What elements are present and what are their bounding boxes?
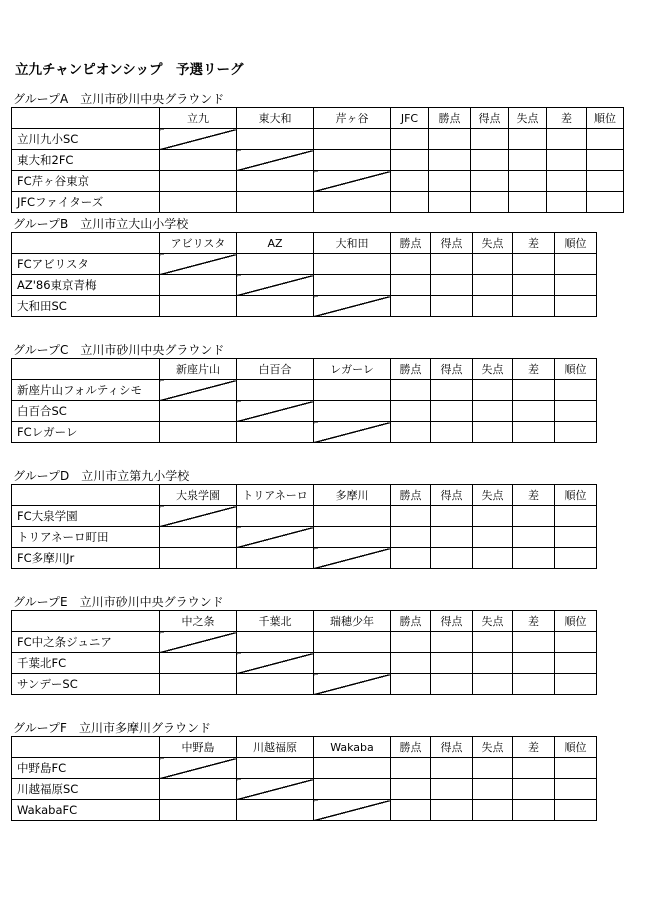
self-match-cell <box>314 674 391 695</box>
table-header-row <box>12 485 597 506</box>
table-row <box>12 527 597 548</box>
team-name: FC中之条ジュニア <box>12 632 160 653</box>
team-name: 新座片山フォルティシモ <box>12 380 160 401</box>
team-name: 千葉北FC <box>12 653 160 674</box>
points-header: 勝点 <box>391 737 431 758</box>
table-row <box>12 380 597 401</box>
group-b-label: グループB 立川市立大山小学校 <box>13 217 189 231</box>
opponent-header: 白百合 <box>237 359 314 380</box>
team-name: 立川九小SC <box>12 129 160 150</box>
self-match-cell <box>160 380 237 401</box>
table-row <box>12 129 624 150</box>
team-name: AZ'86東京青梅 <box>12 275 160 296</box>
goal-diff-header: 差 <box>513 485 555 506</box>
self-match-cell <box>314 171 391 192</box>
points-header: 勝点 <box>391 485 431 506</box>
group-e-label: グループE 立川市砂川中央グラウンド <box>13 595 224 609</box>
table-header-row <box>12 108 624 129</box>
opponent-header: トリアネーロ <box>237 485 314 506</box>
team-name: FC大泉学園 <box>12 506 160 527</box>
table-row <box>12 506 597 527</box>
self-match-cell <box>314 800 391 821</box>
team-name: WakabaFC <box>12 800 160 821</box>
goals-against-header: 失点 <box>473 611 513 632</box>
team-name: 白百合SC <box>12 401 160 422</box>
table-row <box>12 779 597 800</box>
goals-for-header: 得点 <box>431 233 473 254</box>
team-name: 中野島FC <box>12 758 160 779</box>
goal-diff-header: 差 <box>513 359 555 380</box>
group-a-label: グループA 立川市砂川中央グラウンド <box>13 92 225 106</box>
points-header: 勝点 <box>391 359 431 380</box>
goals-against-header: 失点 <box>473 233 513 254</box>
rank-header: 順位 <box>587 108 624 129</box>
table-row <box>12 296 597 317</box>
team-name: FCアビリスタ <box>12 254 160 275</box>
opponent-header: 多摩川 <box>314 485 391 506</box>
self-match-cell <box>237 150 314 171</box>
table-row <box>12 632 597 653</box>
team-name: FC芹ヶ谷東京 <box>12 171 160 192</box>
table-header-row <box>12 611 597 632</box>
goals-for-header: 得点 <box>431 359 473 380</box>
goal-diff-header: 差 <box>547 108 587 129</box>
goals-against-header: 失点 <box>473 485 513 506</box>
opponent-header: レガーレ <box>314 359 391 380</box>
table-row <box>12 192 624 213</box>
group-f-table <box>11 736 597 821</box>
team-name: FCレガーレ <box>12 422 160 443</box>
goals-for-header: 得点 <box>431 611 473 632</box>
group-d-label: グループD 立川市立第九小学校 <box>13 469 190 483</box>
rank-header: 順位 <box>555 359 597 380</box>
table-row <box>12 275 597 296</box>
group-a-table <box>11 107 624 213</box>
page-title: 立九チャンピオンシップ 予選リーグ <box>15 62 244 78</box>
goal-diff-header: 差 <box>513 233 555 254</box>
goals-for-header: 得点 <box>431 737 473 758</box>
team-name: JFCファイターズ <box>12 192 160 213</box>
goal-diff-header: 差 <box>513 737 555 758</box>
opponent-header: 千葉北 <box>237 611 314 632</box>
opponent-header: 中之条 <box>160 611 237 632</box>
self-match-cell <box>314 548 391 569</box>
points-header: 勝点 <box>429 108 471 129</box>
points-header: 勝点 <box>391 233 431 254</box>
group-f-label: グループF 立川市多摩川グラウンド <box>13 721 211 735</box>
self-match-cell <box>237 653 314 674</box>
self-match-cell <box>160 129 237 150</box>
goals-against-header: 失点 <box>473 359 513 380</box>
goal-diff-header: 差 <box>513 611 555 632</box>
table-header-row <box>12 737 597 758</box>
table-row <box>12 422 597 443</box>
self-match-cell <box>314 422 391 443</box>
opponent-header: Wakaba <box>314 737 391 758</box>
table-row <box>12 653 597 674</box>
table-row <box>12 800 597 821</box>
opponent-header: 芹ヶ谷 <box>314 108 391 129</box>
team-name: 川越福原SC <box>12 779 160 800</box>
team-name: トリアネーロ町田 <box>12 527 160 548</box>
self-match-cell <box>160 758 237 779</box>
group-b-table <box>11 232 597 317</box>
opponent-header: 大和田 <box>314 233 391 254</box>
rank-header: 順位 <box>555 485 597 506</box>
goals-against-header: 失点 <box>509 108 547 129</box>
rank-header: 順位 <box>555 611 597 632</box>
opponent-header: 新座片山 <box>160 359 237 380</box>
table-row <box>12 674 597 695</box>
opponent-header: 川越福原 <box>237 737 314 758</box>
table-header-row <box>12 359 597 380</box>
self-match-cell <box>237 275 314 296</box>
opponent-header: 東大和 <box>237 108 314 129</box>
table-row <box>12 548 597 569</box>
team-name: サンデーSC <box>12 674 160 695</box>
rank-header: 順位 <box>555 737 597 758</box>
goals-against-header: 失点 <box>473 737 513 758</box>
opponent-header: アビリスタ <box>160 233 237 254</box>
group-e-table <box>11 610 597 695</box>
opponent-header: 立九 <box>160 108 237 129</box>
table-row <box>12 171 624 192</box>
table-row <box>12 758 597 779</box>
goals-for-header: 得点 <box>431 485 473 506</box>
table-header-row <box>12 233 597 254</box>
table-row <box>12 401 597 422</box>
self-match-cell <box>314 296 391 317</box>
self-match-cell <box>160 506 237 527</box>
team-name: FC多摩川Jr <box>12 548 160 569</box>
team-name: 大和田SC <box>12 296 160 317</box>
opponent-header: AZ <box>237 233 314 254</box>
self-match-cell <box>160 254 237 275</box>
group-c-table <box>11 358 597 443</box>
opponent-header: 中野島 <box>160 737 237 758</box>
table-row <box>12 254 597 275</box>
goals-for-header: 得点 <box>471 108 509 129</box>
self-match-cell <box>237 527 314 548</box>
self-match-cell <box>160 632 237 653</box>
opponent-header: 瑞穂少年 <box>314 611 391 632</box>
self-match-cell <box>237 401 314 422</box>
opponent-header: JFC <box>391 108 429 129</box>
opponent-header: 大泉学園 <box>160 485 237 506</box>
table-row <box>12 150 624 171</box>
self-match-cell <box>237 779 314 800</box>
team-name: 東大和2FC <box>12 150 160 171</box>
points-header: 勝点 <box>391 611 431 632</box>
rank-header: 順位 <box>555 233 597 254</box>
group-d-table <box>11 484 597 569</box>
group-c-label: グループC 立川市砂川中央グラウンド <box>13 343 225 357</box>
